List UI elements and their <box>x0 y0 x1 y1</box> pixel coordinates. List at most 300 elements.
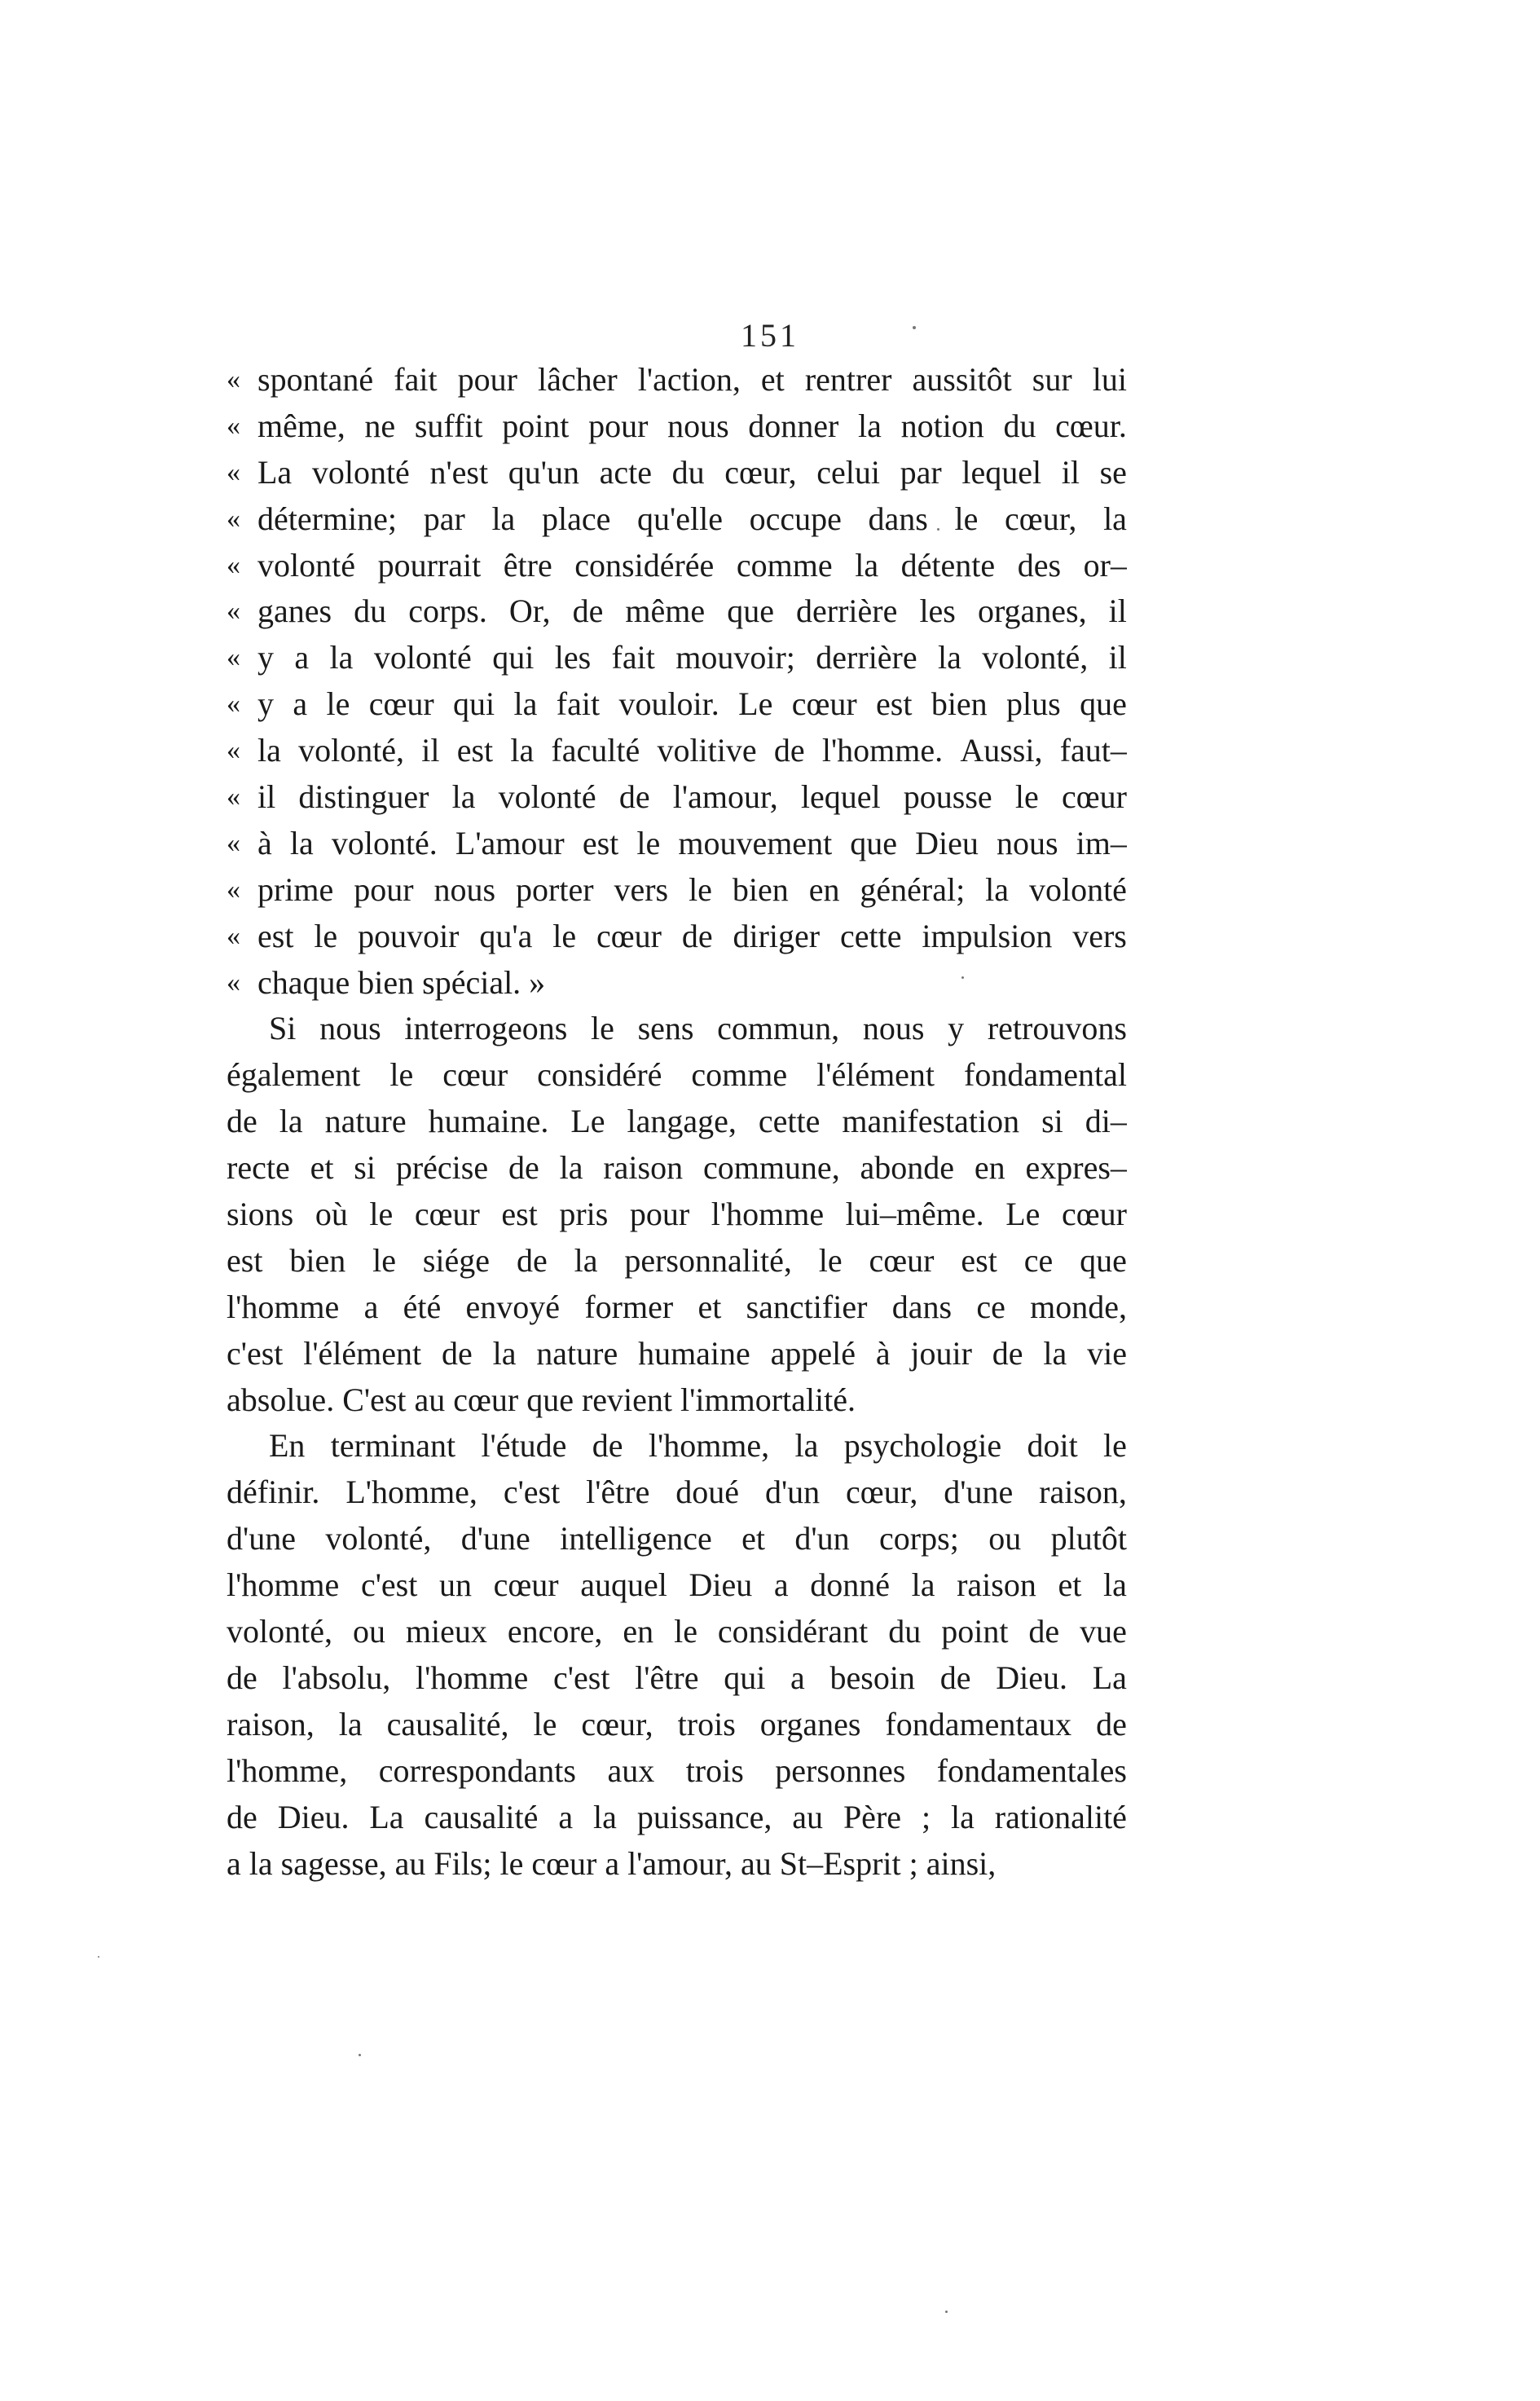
word: volonté <box>498 778 596 816</box>
text-line <box>227 1099 1127 1145</box>
word: nature <box>324 1103 407 1140</box>
word: les <box>919 593 956 630</box>
word: comme <box>736 546 833 584</box>
quote-line-text <box>257 357 1127 403</box>
text-line <box>227 1562 1127 1609</box>
word: prime <box>257 870 334 908</box>
word: en <box>623 1613 654 1650</box>
word: du <box>354 593 387 630</box>
word: de <box>508 1149 539 1187</box>
word: est <box>582 824 619 861</box>
word: pour <box>588 407 649 444</box>
word: place <box>541 500 611 537</box>
word: recte <box>227 1149 290 1187</box>
word: le <box>533 1705 557 1742</box>
word: dans <box>891 1288 953 1325</box>
word: diriger <box>733 917 821 954</box>
quote-line-text <box>257 403 1127 450</box>
word: mieux <box>405 1613 487 1650</box>
word: de <box>773 732 805 769</box>
word: fondamental <box>964 1056 1127 1094</box>
text-line <box>227 1238 1127 1284</box>
word: la <box>985 870 1010 908</box>
word: être <box>503 546 552 584</box>
word: Père <box>843 1798 902 1835</box>
word: si <box>1041 1103 1063 1140</box>
word: la <box>593 1798 617 1835</box>
word: corps. <box>408 593 487 630</box>
word: est <box>456 732 494 769</box>
word: cœur, <box>581 1705 653 1742</box>
word: cœur <box>493 1566 559 1604</box>
word: faut– <box>1059 732 1127 769</box>
word: la <box>1103 500 1127 537</box>
word: ganes <box>257 593 332 630</box>
word: et <box>1058 1566 1082 1604</box>
word: terminant <box>330 1427 456 1465</box>
word: lui <box>1092 361 1127 398</box>
word: distinguer <box>298 778 429 816</box>
word: la <box>938 639 961 676</box>
word: pris <box>559 1196 609 1233</box>
quote-line-text <box>257 914 1127 960</box>
text-line <box>227 1423 1127 1469</box>
word: le <box>552 917 577 954</box>
word: à <box>257 824 272 861</box>
word: du <box>1003 407 1036 444</box>
word: derrière <box>816 639 917 676</box>
word: Dieu <box>689 1566 753 1604</box>
word: cette <box>758 1103 821 1140</box>
word: n'est <box>429 453 489 491</box>
word: point <box>941 1613 1009 1650</box>
word: volonté, <box>982 639 1089 676</box>
word: pour <box>629 1196 690 1233</box>
word: cœur <box>442 1056 508 1094</box>
word: la <box>574 1241 598 1279</box>
word: est <box>227 1241 263 1279</box>
guillemet: « <box>227 782 240 813</box>
word: sanctifier <box>746 1288 868 1325</box>
word: la <box>1043 1334 1067 1372</box>
word: est <box>257 917 294 954</box>
word: donner <box>748 407 839 444</box>
word: vers <box>614 870 669 908</box>
guillemet: « <box>227 549 240 580</box>
word: la <box>950 1798 975 1835</box>
word: En <box>269 1427 306 1465</box>
scan-speck <box>98 1956 99 1958</box>
word: Si <box>269 1010 297 1047</box>
word: ou <box>988 1520 1022 1557</box>
word: encore, <box>507 1613 603 1650</box>
word: cœur <box>368 685 434 723</box>
word: le <box>1014 778 1039 816</box>
word: de <box>227 1103 257 1140</box>
word: volonté <box>373 639 472 676</box>
word: de <box>516 1241 548 1279</box>
word: de <box>592 1427 623 1465</box>
word: le <box>674 1613 697 1650</box>
scan-speck <box>937 528 939 531</box>
word: former <box>584 1288 674 1325</box>
word: cœur <box>414 1196 480 1233</box>
word: vouloir. <box>618 685 719 723</box>
word: la <box>491 500 516 537</box>
quote-line <box>227 914 1127 960</box>
word: à <box>875 1334 891 1372</box>
word: la <box>911 1566 935 1604</box>
word: vers <box>1072 917 1127 954</box>
word: la <box>257 732 281 769</box>
quote-line <box>227 450 1127 496</box>
word: volonté <box>1028 870 1127 908</box>
guillemet: « <box>227 503 240 534</box>
word: la <box>329 639 354 676</box>
quote-line <box>227 357 1127 403</box>
word: nous <box>433 870 496 908</box>
word: le <box>636 824 661 861</box>
scan-speck <box>961 976 964 979</box>
word: y <box>257 685 274 723</box>
word: correspondants <box>378 1751 576 1789</box>
quote-line <box>227 635 1127 681</box>
word: suffit <box>414 407 483 444</box>
quote-line-text <box>257 543 1127 589</box>
quotation-block <box>227 357 1127 1006</box>
word: même, <box>257 407 345 444</box>
word: si <box>354 1149 376 1187</box>
word: ou <box>352 1613 385 1650</box>
word: même <box>625 593 706 630</box>
word: personnalité, <box>624 1241 792 1279</box>
word: nous <box>319 1010 381 1047</box>
guillemet: « <box>227 642 240 673</box>
word: a <box>773 1566 789 1604</box>
word: pourrait <box>377 546 482 584</box>
word: est <box>501 1196 538 1233</box>
word: Aussi, <box>960 732 1043 769</box>
word: il <box>1061 453 1080 491</box>
quote-line-text <box>257 774 1127 821</box>
word: L'homme, <box>345 1474 477 1511</box>
word: Or, <box>508 593 551 630</box>
word: l'être <box>635 1659 699 1696</box>
word: point <box>502 407 570 444</box>
word: le <box>954 500 979 537</box>
word: général; <box>860 870 966 908</box>
word: volonté <box>311 453 410 491</box>
word: le <box>1103 1427 1127 1465</box>
word: cœur <box>596 917 662 954</box>
word: l'homme <box>416 1659 529 1696</box>
word: a <box>294 639 310 676</box>
word: qui <box>492 639 535 676</box>
word: organes, <box>977 593 1087 630</box>
word: volonté <box>257 546 355 584</box>
page-number: 151 <box>741 317 799 354</box>
quote-line <box>227 867 1127 914</box>
word: porter <box>516 870 594 908</box>
word: rentrer <box>804 361 892 398</box>
text-line <box>227 1192 1127 1238</box>
quote-line-text <box>257 450 1127 496</box>
word: cette <box>839 917 902 954</box>
word: notion <box>900 407 984 444</box>
word: raison, <box>227 1705 315 1742</box>
word: Dieu. <box>277 1798 350 1835</box>
guillemet: « <box>227 735 240 766</box>
word: pousse <box>903 778 992 816</box>
word: sens <box>637 1010 694 1047</box>
paragraph-1 <box>227 1006 1127 1423</box>
word: doit <box>1027 1427 1078 1465</box>
word: il <box>1108 639 1127 676</box>
word: sions <box>227 1196 294 1233</box>
word: en <box>974 1149 1005 1187</box>
word: La <box>1092 1659 1127 1696</box>
quote-line-text <box>257 867 1127 914</box>
word: qu'un <box>508 453 579 491</box>
word: de <box>441 1334 473 1372</box>
word: détente <box>900 546 996 584</box>
word: comme <box>691 1056 788 1094</box>
word: il <box>1108 593 1127 630</box>
word: a <box>363 1288 379 1325</box>
word: été <box>403 1288 442 1325</box>
word: l'homme <box>227 1566 340 1604</box>
word: cœur <box>1061 1196 1127 1233</box>
word: de <box>618 778 650 816</box>
word: par <box>423 500 465 537</box>
quote-line <box>227 588 1127 635</box>
word: d'un <box>794 1520 850 1557</box>
word: nous <box>997 824 1058 861</box>
text-line <box>227 1145 1127 1192</box>
word: un <box>438 1566 472 1604</box>
word: a <box>293 685 308 723</box>
word: le <box>591 1010 614 1047</box>
word: corps; <box>879 1520 959 1557</box>
word: au <box>792 1798 824 1835</box>
word: volitive <box>657 732 757 769</box>
scan-speck <box>945 2311 948 2313</box>
word: lâcher <box>538 361 618 398</box>
word: cœur, <box>1005 500 1077 537</box>
word: la <box>510 732 535 769</box>
word: a <box>558 1798 574 1835</box>
word: causalité <box>424 1798 539 1835</box>
word: le <box>314 917 338 954</box>
word: la <box>1103 1566 1127 1604</box>
word: le <box>818 1241 843 1279</box>
word: la <box>279 1103 303 1140</box>
word: bien <box>732 870 789 908</box>
word: la <box>794 1427 819 1465</box>
word: que <box>850 824 898 861</box>
word: mouvement <box>678 824 833 861</box>
guillemet: « <box>227 689 240 720</box>
word: bien <box>931 685 988 723</box>
word: pour <box>457 361 517 398</box>
word: trois <box>677 1705 736 1742</box>
word: fait <box>394 361 438 398</box>
word: intelligence <box>560 1520 712 1557</box>
word: causalité, <box>386 1705 509 1742</box>
word: l'être <box>586 1474 650 1511</box>
word: nous <box>667 407 729 444</box>
word: est <box>961 1241 997 1279</box>
word: faculté <box>551 732 640 769</box>
word: c'est <box>553 1659 610 1696</box>
word: or– <box>1083 546 1127 584</box>
word: volonté. <box>331 824 438 861</box>
word: d'une <box>227 1520 296 1557</box>
word: du <box>671 453 705 491</box>
word: la <box>513 685 538 723</box>
word: monde, <box>1030 1288 1127 1325</box>
guillemet: « <box>227 364 240 394</box>
word: considéré <box>537 1056 662 1094</box>
word: cœur. <box>1055 407 1127 444</box>
word: commune, <box>702 1149 840 1187</box>
word: dans <box>868 500 928 537</box>
word: les <box>554 639 592 676</box>
word: fait <box>556 685 601 723</box>
word: ce <box>976 1288 1005 1325</box>
word: nature <box>536 1334 618 1372</box>
word: sur <box>1032 361 1072 398</box>
word: pouvoir <box>358 917 460 954</box>
quote-line-text <box>257 635 1127 681</box>
quote-line <box>227 543 1127 589</box>
quote-line <box>227 821 1127 867</box>
guillemet: « <box>227 920 240 951</box>
text-line <box>227 1006 1127 1052</box>
text-line <box>227 1609 1127 1655</box>
word: appelé <box>770 1334 856 1372</box>
quote-line <box>227 681 1127 728</box>
word: impulsion <box>922 917 1053 954</box>
word: le <box>389 1056 414 1094</box>
word: cœur <box>869 1241 935 1279</box>
word: définir. <box>227 1474 320 1511</box>
word: raison <box>603 1149 684 1187</box>
quote-line-text <box>257 496 1127 543</box>
word: interrogeons <box>404 1010 568 1047</box>
word: détermine; <box>257 500 398 537</box>
word: ne <box>364 407 396 444</box>
quote-line-text <box>257 681 1127 728</box>
word: Dieu <box>915 824 979 861</box>
word: besoin <box>829 1659 915 1696</box>
word: la <box>559 1149 583 1187</box>
word: psychologie <box>843 1427 1002 1465</box>
word: l'étude <box>481 1427 567 1465</box>
word: trois <box>685 1751 744 1789</box>
word: acte <box>599 453 652 491</box>
word: ce <box>1023 1241 1054 1279</box>
scan-speck <box>913 326 916 329</box>
word: de <box>992 1334 1023 1372</box>
word: le <box>372 1241 396 1279</box>
word: c'est <box>360 1566 418 1604</box>
word: la <box>451 778 476 816</box>
text-line <box>227 1702 1127 1748</box>
word: de <box>681 917 713 954</box>
word: ; <box>921 1798 931 1835</box>
word: et <box>310 1149 334 1187</box>
word: et <box>760 361 785 398</box>
word: derrière <box>796 593 898 630</box>
text-line <box>227 1516 1127 1562</box>
word: de <box>572 593 604 630</box>
word: de <box>1028 1613 1060 1650</box>
word: y <box>948 1010 965 1047</box>
word: donné <box>810 1566 890 1604</box>
paragraph-2 <box>227 1423 1127 1887</box>
word: que <box>1080 1241 1127 1279</box>
word: fondamentales <box>936 1751 1127 1789</box>
word: la <box>492 1334 517 1372</box>
guillemet: « <box>227 596 240 627</box>
word: bien <box>289 1241 346 1279</box>
word: la <box>338 1705 363 1742</box>
word: volonté, <box>325 1520 432 1557</box>
word: cœur, <box>724 453 797 491</box>
word: cœur <box>1061 778 1127 816</box>
word: spontané <box>257 361 374 398</box>
word: d'une <box>944 1474 1014 1511</box>
quote-line <box>227 774 1127 821</box>
word: de <box>227 1659 257 1696</box>
word: c'est <box>503 1474 561 1511</box>
text-line <box>227 1469 1127 1516</box>
word: que <box>727 593 774 630</box>
word: que <box>1080 685 1127 723</box>
word: auquel <box>580 1566 667 1604</box>
word: aussitôt <box>912 361 1012 398</box>
word: La <box>257 453 293 491</box>
word: fait <box>611 639 655 676</box>
quote-line-text <box>257 728 1127 774</box>
quote-line-text <box>257 821 1127 867</box>
word: di– <box>1085 1103 1127 1140</box>
text-line: a la sagesse, au Fils; le cœur a l'amour, au St–Esprit ; ainsi, <box>227 1844 997 1882</box>
word: d'une <box>460 1520 530 1557</box>
word: le <box>326 685 350 723</box>
word: se <box>1099 453 1127 491</box>
word: y <box>257 639 274 676</box>
word: raison, <box>1039 1474 1127 1511</box>
guillemet: « <box>227 967 240 998</box>
word: c'est <box>227 1334 284 1372</box>
word: celui <box>816 453 880 491</box>
word: la <box>289 824 314 861</box>
word: mouvoir; <box>675 639 795 676</box>
word: humaine. <box>428 1103 549 1140</box>
word: l'élément <box>303 1334 422 1372</box>
word: des <box>1017 546 1062 584</box>
word: doué <box>675 1474 740 1511</box>
word: cœur, <box>846 1474 918 1511</box>
word: il <box>257 778 276 816</box>
word: qui <box>453 685 495 723</box>
text-line <box>227 1331 1127 1377</box>
text-line <box>227 1748 1127 1795</box>
word: a <box>790 1659 805 1696</box>
word: de <box>1096 1705 1127 1742</box>
